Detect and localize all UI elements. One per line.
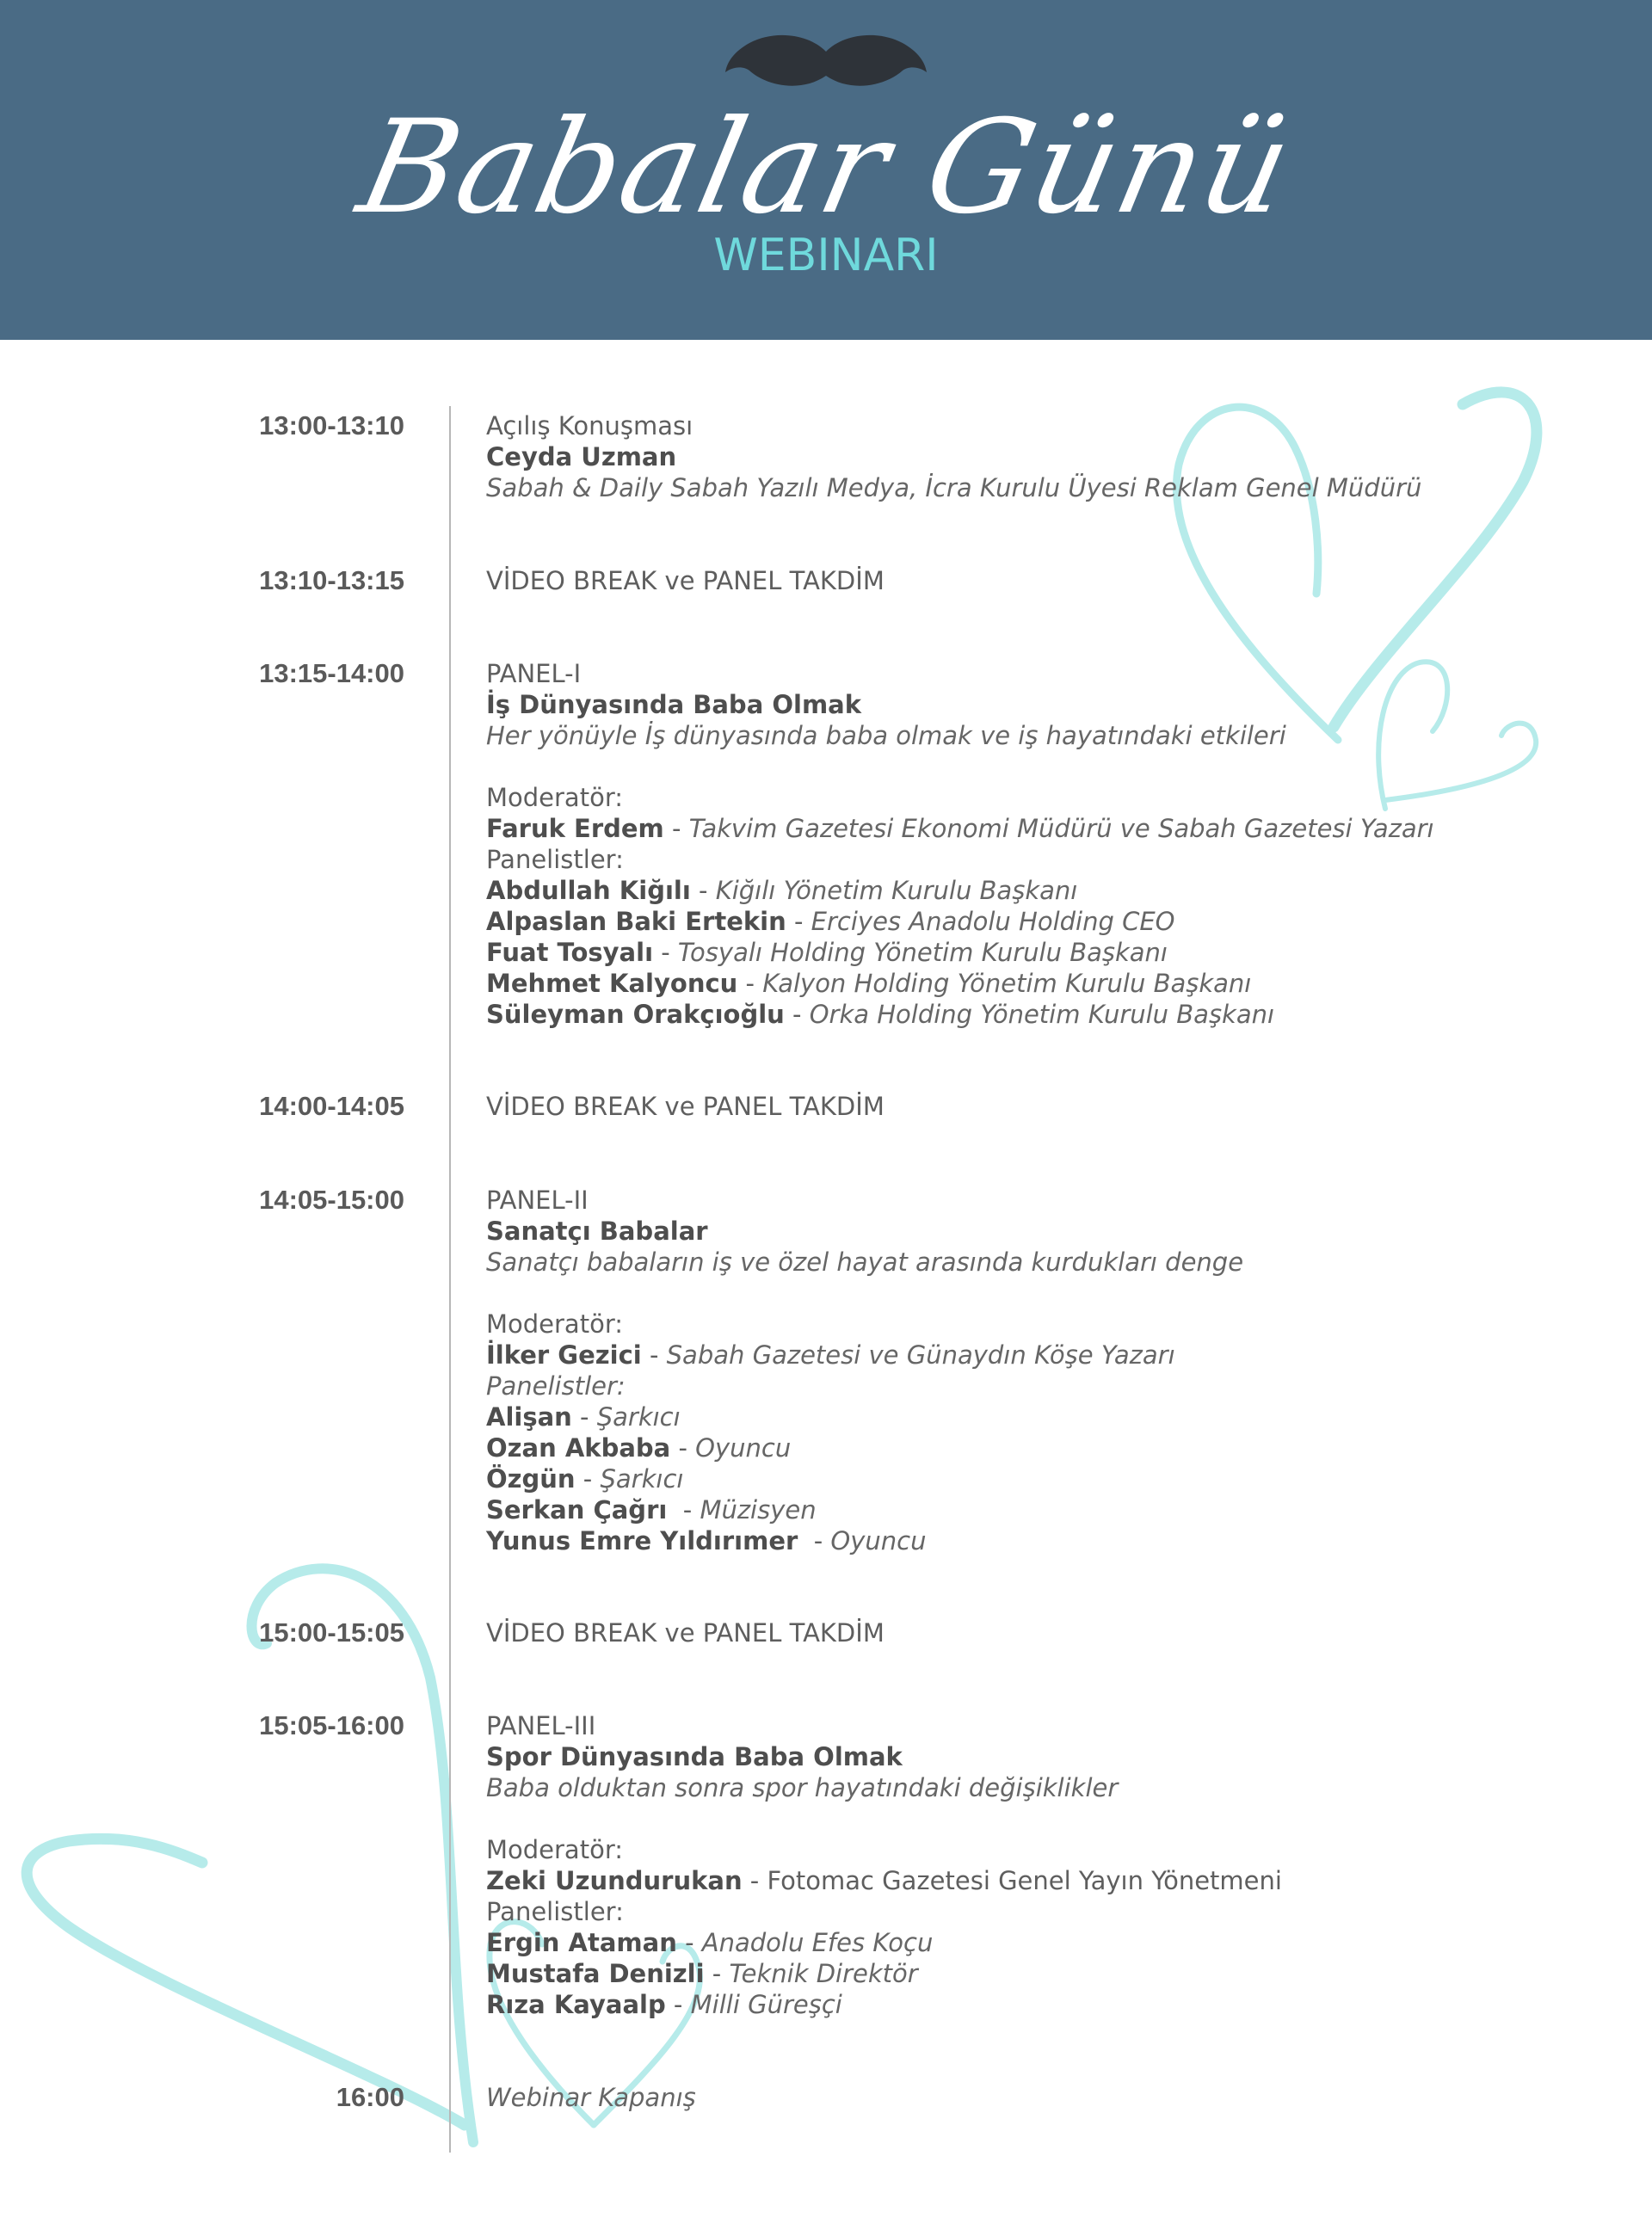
session-title: Açılış Konuşması [486, 411, 693, 440]
panel-label: PANEL-III [486, 1711, 596, 1740]
time-slot: 15:00-15:05 [259, 1617, 404, 1648]
panel-name: Sanatçı Babalar [486, 1217, 708, 1246]
panel-description: Sanatçı babaların iş ve özel hayat arasında kurdukları denge [486, 1247, 1244, 1277]
panel-description: Baba olduktan sonra spor hayatındaki değişiklikler [486, 1773, 1119, 1802]
event-title: Babalar Günü [347, 93, 1305, 243]
session-title: VİDEO BREAK ve PANEL TAKDİM [486, 1618, 885, 1648]
moderator-entry: Faruk Erdem - Takvim Gazetesi Ekonomi Müdürü ve Sabah Gazetesi Yazarı [486, 814, 1434, 843]
panel-label: PANEL-II [486, 1186, 589, 1215]
time-slot: 13:00-13:10 [259, 410, 404, 440]
session-break [486, 565, 1605, 596]
speaker-role: Sabah & Daily Sabah Yazılı Medya, İcra Kurulu Üyesi Reklam Genel Müdürü [486, 473, 1422, 502]
panelist-entry: Mustafa Denizli - Teknik Direktör [486, 1959, 918, 1988]
time-slot: 13:15-14:00 [259, 658, 404, 688]
session-break [486, 1091, 1605, 1122]
session-title: VİDEO BREAK ve PANEL TAKDİM [486, 1092, 885, 1121]
timeline-divider [449, 406, 451, 2153]
panelist-entry: Fuat Tosyalı - Tosyalı Holding Yönetim Kurulu Başkanı [486, 938, 1168, 967]
event-subtitle: WEBINARI [713, 230, 939, 281]
session-closing [486, 2082, 1605, 2113]
panelists-label: Panelistler: [486, 1371, 626, 1401]
panel-3 [486, 1710, 1605, 2020]
panelists-label: Panelistler: [486, 845, 624, 874]
panel-2 [486, 1185, 1605, 1556]
session-break [486, 1617, 1605, 1648]
panelist-entry: Özgün - Şarkıcı [486, 1464, 684, 1494]
moderator-entry: Zeki Uzundurukan - Fotomac Gazetesi Genel Yayın Yönetmeni [486, 1866, 1282, 1895]
moderator-label: Moderatör: [486, 1835, 624, 1864]
session-title: VİDEO BREAK ve PANEL TAKDİM [486, 566, 885, 595]
panelist-entry: Alişan - Şarkıcı [486, 1402, 681, 1432]
mustache-icon [724, 33, 928, 102]
time-slot: 14:05-15:00 [259, 1185, 404, 1215]
moderator-label: Moderatör: [486, 783, 624, 812]
session-title: Webinar Kapanış [486, 2083, 696, 2112]
panel-name: Spor Dünyasında Baba Olmak [486, 1742, 903, 1771]
panelist-entry: Abdullah Kiğılı - Kiğılı Yönetim Kurulu Başkanı [486, 876, 1078, 905]
panel-label: PANEL-I [486, 659, 582, 688]
time-slot: 14:00-14:05 [259, 1091, 404, 1121]
panel-1 [486, 658, 1605, 1030]
panelist-entry: Süleyman Orakçıoğlu - Orka Holding Yönetim Kurulu Başkanı [486, 1000, 1275, 1029]
panelist-entry: Mehmet Kalyoncu - Kalyon Holding Yönetim Kurulu Başkanı [486, 969, 1252, 998]
moderator-label: Moderatör: [486, 1309, 624, 1339]
moderator-entry: İlker Gezici - Sabah Gazetesi ve Günaydın Köşe Yazarı [486, 1340, 1175, 1370]
panel-description: Her yönüyle İş dünyasında baba olmak ve iş hayatındaki etkileri [486, 721, 1286, 750]
panelists-label: Panelistler: [486, 1897, 624, 1926]
panelist-entry: Ergin Ataman - Anadolu Efes Koçu [486, 1928, 934, 1957]
panelist-entry: Alpaslan Baki Ertekin - Erciyes Anadolu Holding CEO [486, 907, 1175, 936]
session-opening [486, 410, 1605, 503]
speaker-name: Ceyda Uzman [486, 442, 677, 471]
panel-name: İş Dünyasında Baba Olmak [486, 690, 862, 719]
time-slot: 13:10-13:15 [259, 565, 404, 595]
time-slot: 16:00 [336, 2082, 404, 2112]
header-banner [0, 0, 1652, 340]
time-slot: 15:05-16:00 [259, 1710, 404, 1740]
panelist-entry: Serkan Çağrı - Müzisyen [486, 1495, 817, 1525]
panelist-entry: Rıza Kayaalp - Milli Güreşçi [486, 1990, 842, 2019]
panelist-entry: Yunus Emre Yıldırımer - Oyuncu [486, 1526, 927, 1555]
panelist-entry: Ozan Akbaba - Oyuncu [486, 1433, 792, 1463]
